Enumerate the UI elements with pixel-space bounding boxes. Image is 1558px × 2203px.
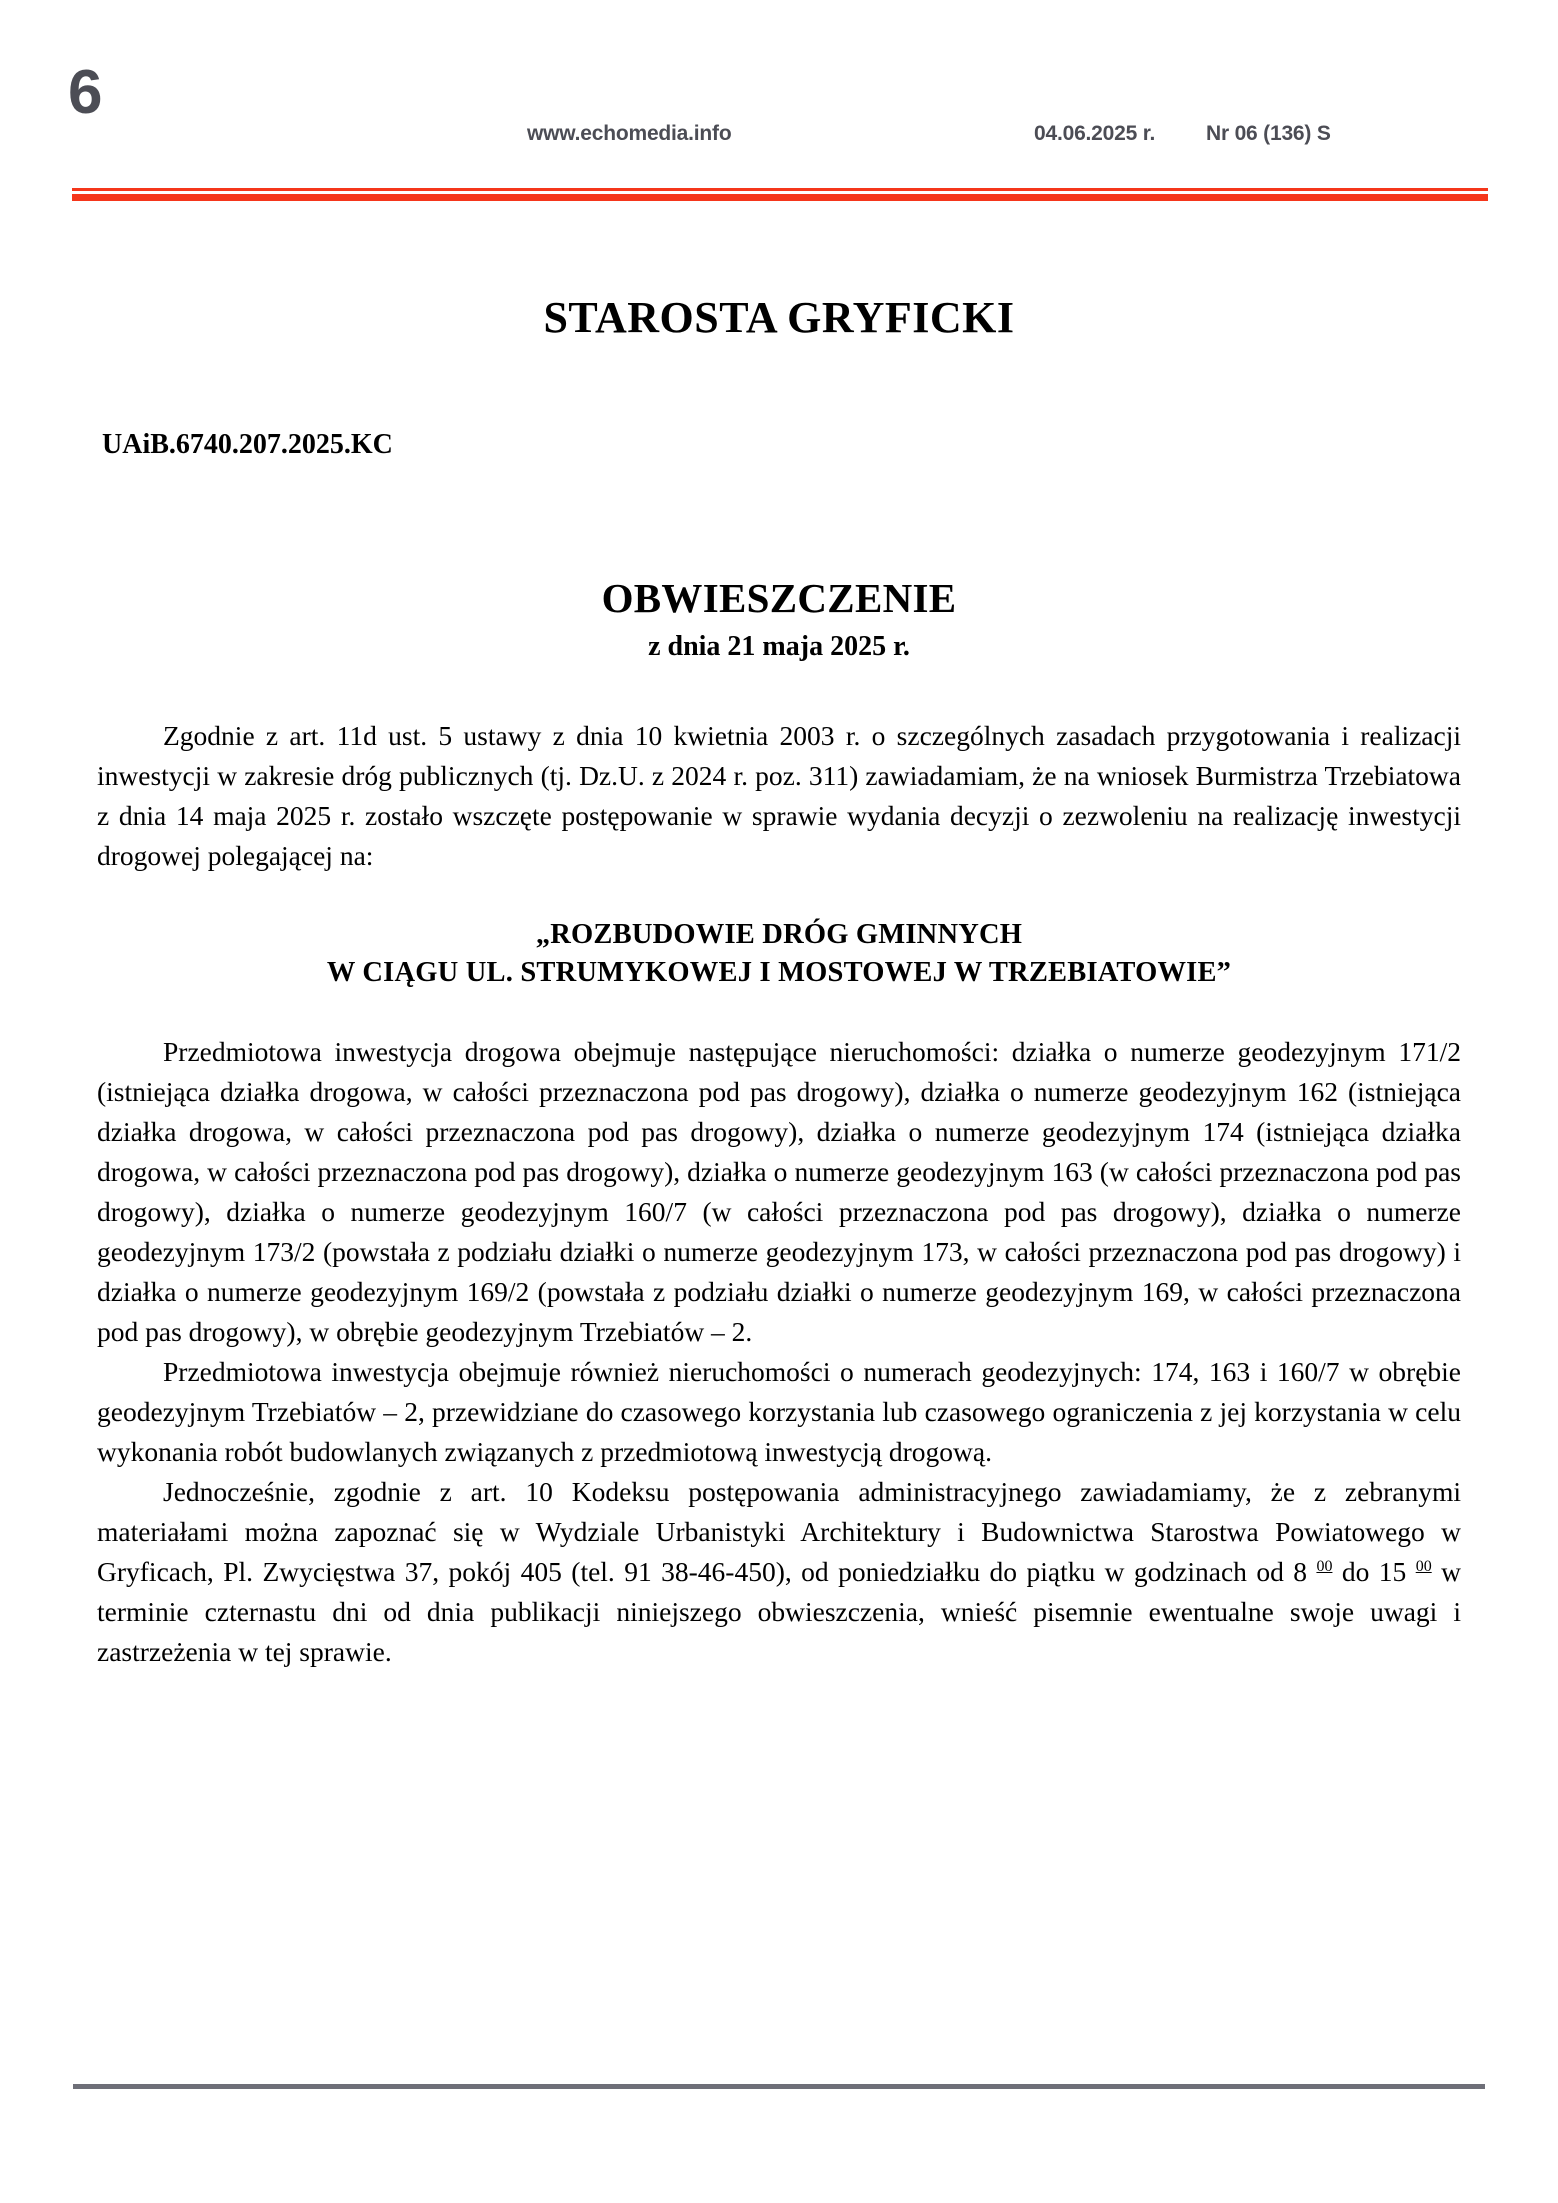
masthead-issue-number: Nr 06 (136) S (1206, 122, 1331, 145)
paragraph-temporary-use: Przedmiotowa inwestycja obejmuje również nieruchomości o numerach geodezyjnych: 174, 163 i 160/7 w obrębie geodezyjnym Trzebiatów – 2, przewidziane do czasowego korzystania lub czasowego ograniczenia z jej korzystania w celu wykonania robót budowlanych związanych z przedmiotową inwestycją drogową. (97, 1356, 1461, 1467)
hour-to-superscript: 00 (1415, 1557, 1432, 1575)
notice-date: z dnia 21 maja 2025 r. (648, 631, 910, 662)
authority-title: STAROSTA GRYFICKI (543, 293, 1015, 342)
hour-from-superscript: 00 (1316, 1557, 1333, 1575)
paragraph-parcels: Przedmiotowa inwestycja drogowa obejmuje następujące nieruchomości: działka o numerze geodezyjnym 171/2 (istniejąca działka drogowa, w całości przeznaczona pod pas drogowy), działka o numerze geodezyjnym 162 (istniejąca działka drogowa, w całości przeznaczona pod pas drogowy), działka o numerze geodezyjnym 174 (istniejąca działka drogowa, w całości przeznaczona pod pas drogowy), działka o numerze geodezyjnym 163 (w całości przeznaczona pod pas drogowy), działka o numerze geodezyjnym 160/7 (w całości przeznaczona pod pas drogowy), działka o numerze geodezyjnym 173/2 (powstała z podziału działki o numerze geodezyjnym 173, w całości przeznaczona pod pas drogowy) i działka o numerze geodezyjnym 169/2 (powstała z podziału działki o numerze geodezyjnym 169, w całości przeznaczona pod pas drogowy), w obrębie geodezyjnym Trzebiatów – 2. (97, 1036, 1461, 1347)
footer-rule (73, 2084, 1485, 2089)
office-info-text-between-hours: do 15 (1332, 1556, 1416, 1587)
masthead-website: www.echomedia.info (527, 122, 732, 145)
paragraph-legal-basis: Zgodnie z art. 11d ust. 5 ustawy z dnia 10 kwietnia 2003 r. o szczególnych zasadach przygotowania i realizacji inwestycji w zakresie dróg publicznych (tj. Dz.U. z 2024 r. poz. 311) zawiadamiam, że na wniosek Burmistrza Trzebiatowa z dnia 14 maja 2025 r. zostało wszczęte postępowanie w sprawie wydania decyzji o zezwoleniu na realizację inwestycji drogowej polegającej na: (97, 720, 1461, 871)
page-masthead (0, 0, 1558, 185)
document-body (97, 270, 1461, 1672)
page-number: 6 (68, 58, 102, 127)
header-rule-thin (72, 188, 1488, 191)
paragraph-group (97, 992, 1461, 1672)
office-info-text-before-hours: Jednocześnie, zgodnie z art. 10 Kodeksu postępowania administracyjnego zawiadamiamy, że z zebranymi materiałami można zapoznać się w Wydziale Urbanistyki Architektury i Budownictwa Starostwa Powiatowego w Gryficach, Pl. Zwycięstwa 37, pokój 405 (tel. 91 38-46-450), od poniedziałku do piątku w godzinach od 8 (97, 1476, 1461, 1587)
investment-title (97, 876, 1461, 992)
paragraph-office-info (97, 1472, 1461, 1672)
header-rule-thick (72, 194, 1488, 201)
notice-heading: OBWIESZCZENIE (601, 575, 957, 621)
investment-title-line-1: „ROZBUDOWIE DRÓG GMINNYCH (535, 919, 1023, 950)
reference-number: UAiB.6740.207.2025.KC (102, 429, 393, 460)
investment-title-line-2: W CIĄGU UL. STRUMYKOWEJ I MOSTOWEJ W TRZEBIATOWIE” (326, 957, 1232, 988)
masthead-date: 04.06.2025 r. (1034, 122, 1156, 145)
office-info-text-after-hours: w terminie czternastu dni od dnia publikacji niniejszego obwieszczenia, wnieść pisemnie ewentualne swoje uwagi i zastrzeżenia w tej sprawie. (97, 1556, 1461, 1667)
